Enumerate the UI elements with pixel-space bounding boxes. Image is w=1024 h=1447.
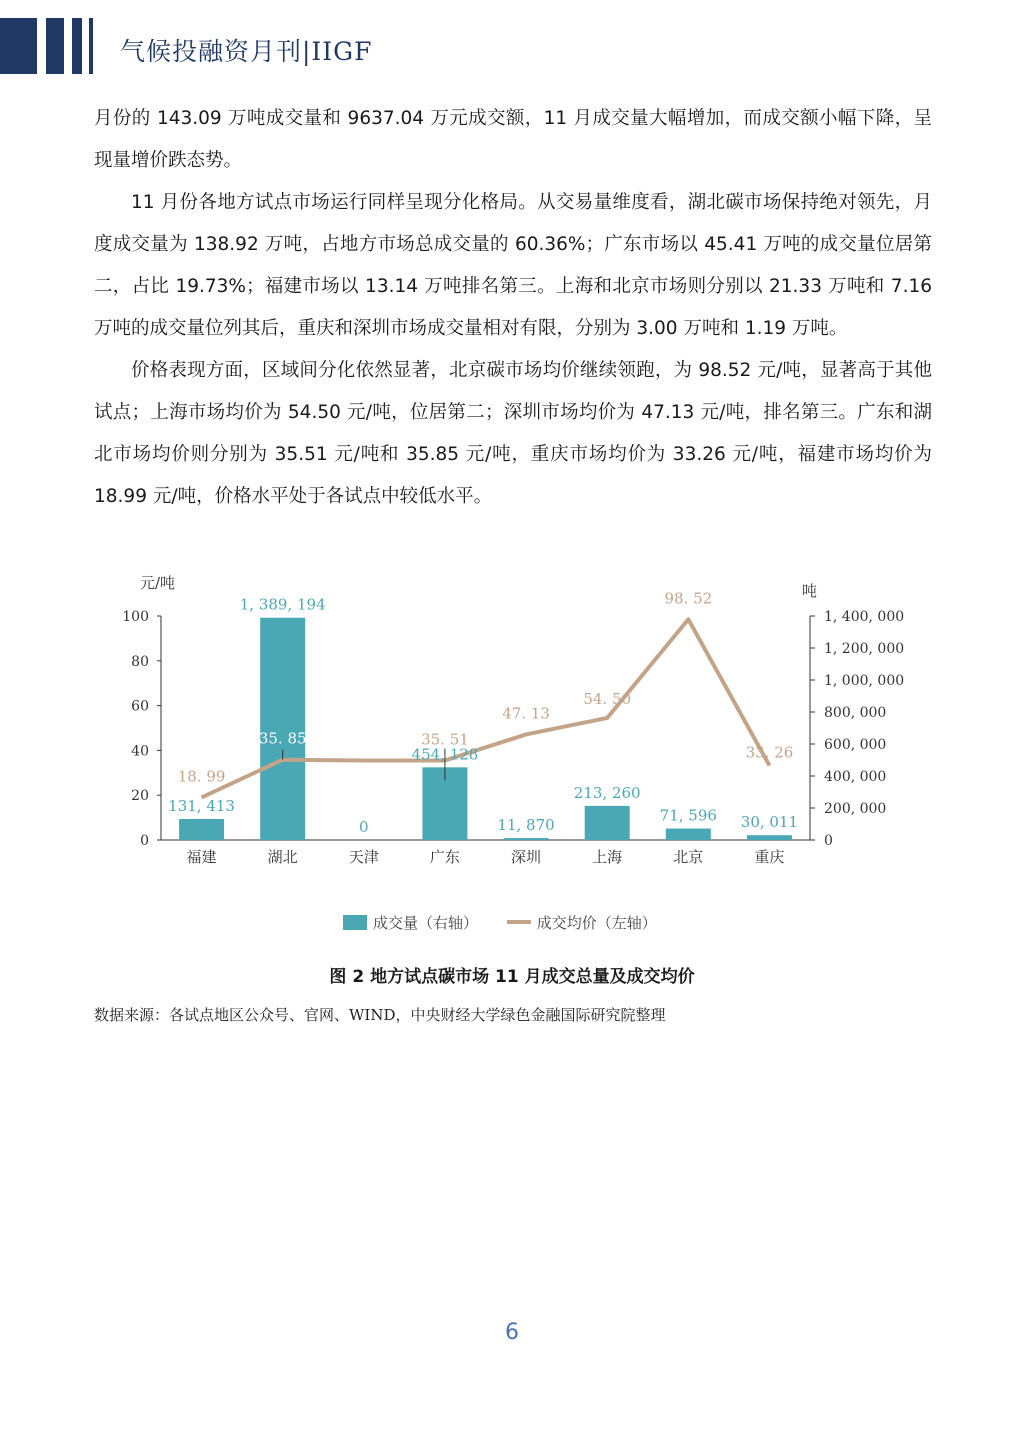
left-tick-label: 80 [131,653,149,670]
header-bar-3 [72,18,82,74]
paragraph-2: 11 月份各地方试点市场运行同样呈现分化格局。从交易量维度看，湖北碳市场保持绝对领先，月度成交量为 138.92 万吨，占地方市场总成交量的 60.36%；广东市场以 45.41 万吨的成交量位居第二，占比 19.73%；福建市场以 13.14 万吨排名第三。上海和北京市场则分别以 21.33 万吨和 7.16 万吨的成交量位列其后，重庆和深圳市场成交量相对有限，分别为 3.00 万吨和 1.19 万吨。 [94,192,932,339]
left-tick-label: 100 [122,609,149,625]
left-axis-title: 元/吨 [140,574,176,592]
price-data-label: 54. 50 [583,689,632,708]
x-tick-label: 广东 [429,848,460,866]
legend-bar-swatch [343,915,367,930]
price-data-label: 33. 26 [745,743,794,762]
body-text [94,98,932,518]
header-title: 气候投融资月刊|IIGF [120,37,373,66]
volume-bar [179,819,224,840]
volume-bar [747,835,792,840]
price-data-label: 35. 85 [258,729,307,748]
x-tick-label: 天津 [348,848,379,866]
volume-data-label: 71, 596 [659,806,717,825]
right-tick-label: 800, 000 [824,705,887,721]
chart-legend [343,912,657,933]
volume-data-label: 11, 870 [497,816,555,835]
right-tick-label: 400, 000 [824,769,887,785]
left-tick-label: 40 [131,743,149,760]
right-tick-label: 1, 400, 000 [824,609,905,625]
x-tick-label: 深圳 [511,848,542,866]
volume-data-label: 1, 389, 194 [239,595,326,614]
price-data-label: 18. 99 [177,767,226,786]
trading-chart [0,560,1024,900]
volume-bar [666,829,711,840]
data-source: 数据来源：各试点地区公众号、官网、WIND，中央财经大学绿色金融国际研究院整理 [94,1006,666,1024]
legend-line-swatch [507,920,531,924]
legend-line-label: 成交均价（左轴） [536,914,657,932]
x-tick-label: 北京 [673,848,704,866]
left-tick-label: 0 [140,833,149,849]
right-tick-label: 600, 000 [824,737,887,753]
volume-data-label: 131, 413 [168,796,235,815]
price-data-label: 35. 51 [421,730,469,749]
header-bar-1 [0,18,37,74]
paragraph-3: 价格表现方面，区域间分化依然显著，北京碳市场均价继续领跑，为 98.52 元/吨，显著高于其他试点；上海市场均价为 54.50 元/吨，位居第二；深圳市场均价为 47.13 元/吨，排名第三。广东和湖北市场均价则分别为 35.51 元/吨和 35.85 元/吨，重庆市场均价为 33.26 元/吨，福建市场均价为 18.99 元/吨，价格水平处于各试点中较低水平。 [94,360,932,507]
volume-bar [504,838,549,840]
legend-bar-label: 成交量（右轴） [373,914,479,932]
x-tick-label: 湖北 [267,848,298,866]
volume-data-label: 30, 011 [740,813,799,832]
x-tick-label: 重庆 [754,848,785,866]
right-tick-label: 1, 000, 000 [824,673,905,689]
left-tick-label: 60 [131,698,149,715]
page-number: 6 [505,1320,519,1345]
paragraph-1: 月份的 143.09 万吨成交量和 9637.04 万元成交额，11 月成交量大幅增加，而成交额小幅下降，呈现量增价跌态势。 [94,108,932,171]
volume-data-label: 0 [359,818,369,836]
x-tick-label: 福建 [186,848,217,866]
volume-data-label: 454, 128 [411,745,479,764]
right-axis-title: 吨 [802,582,818,600]
right-tick-label: 200, 000 [824,801,887,817]
volume-data-label: 213, 260 [573,783,641,802]
figure-caption: 图 2 地方试点碳市场 11 月成交总量及成交均价 [329,967,695,987]
left-tick-label: 20 [131,788,149,805]
header-bar-4 [89,18,93,74]
header-bar-2 [46,18,64,74]
volume-bar [585,806,630,840]
x-tick-label: 上海 [592,848,623,866]
right-tick-label: 1, 200, 000 [824,641,905,657]
price-data-label: 98. 52 [664,589,713,608]
right-tick-label: 0 [824,833,833,849]
price-data-label: 47. 13 [502,704,550,723]
